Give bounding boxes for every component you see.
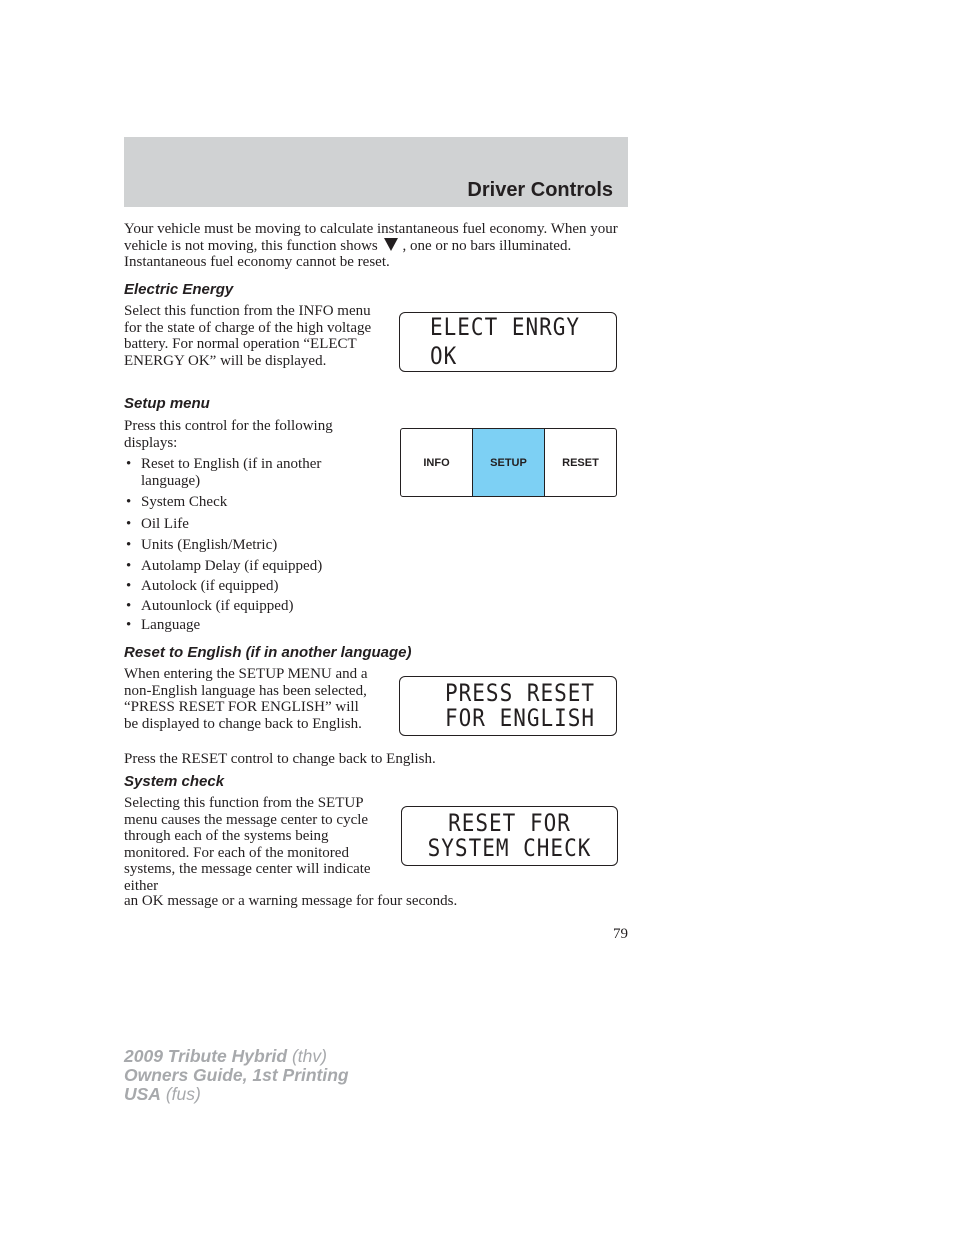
footer-model-code: (thv) [287, 1046, 327, 1066]
press-reset-display [399, 676, 617, 736]
list-item: • Autolamp Delay (if equipped) [124, 558, 374, 575]
setup-button[interactable]: SETUP [472, 429, 544, 496]
system-check-text-cont: an OK message or a warning message for four seconds. [124, 893, 458, 909]
reset-english-text: When entering the SETUP MENU and a non-English language has been selected, “PRESS RESET FOR ENGLISH” will be displayed to change back to English. [124, 666, 368, 732]
intro-paragraph [124, 221, 630, 271]
footer-model: 2009 Tribute Hybrid [124, 1046, 288, 1066]
display-line: FOR ENGLISH [445, 704, 596, 732]
electric-energy-heading: Electric Energy [124, 281, 234, 298]
display-line: PRESS RESET [445, 679, 596, 707]
reset-button[interactable]: RESET [544, 429, 616, 496]
info-button[interactable]: INFO [423, 456, 450, 469]
setup-menu-list [124, 456, 374, 634]
intro-text-before: Your vehicle must be moving to calculate instantaneous fuel economy. When your vehicle is not moving, this function shows [124, 221, 618, 254]
list-item: • Language [124, 617, 374, 634]
list-item: • Autolock (if equipped) [124, 578, 374, 595]
footer-guide: Owners Guide, 1st Printing [124, 1065, 349, 1085]
system-check-text: Selecting this function from the SETUP menu causes the message center to cycle through each of the systems being monitored. For each of the monitored systems, the message center will indicate either [124, 795, 371, 894]
elect-energy-display [399, 312, 617, 372]
footer-line [124, 1085, 349, 1104]
reset-english-heading: Reset to English (if in another language) [124, 644, 412, 661]
footer-market-code: (fus) [160, 1084, 201, 1104]
list-item: • Reset to English (if in another language) [124, 456, 374, 489]
display-line: ELECT ENRGY OK [430, 313, 581, 370]
setup-menu-text: Press this control for the following displays: [124, 418, 333, 451]
reset-english-note: Press the RESET control to change back to English. [124, 751, 436, 767]
footer [124, 1047, 349, 1104]
list-item: • Autounlock (if equipped) [124, 598, 374, 615]
footer-market: USA [124, 1084, 161, 1104]
list-item: • System Check [124, 494, 374, 511]
down-triangle-icon [384, 238, 398, 251]
intro-text-after: , one or no bars illuminated. Instantaneous fuel economy cannot be reset. [124, 237, 572, 270]
footer-line [124, 1047, 349, 1066]
footer-line [124, 1066, 349, 1085]
system-check-display [401, 806, 618, 866]
display-line: SYSTEM CHECK [427, 834, 592, 862]
list-item: • Units (English/Metric) [124, 537, 374, 554]
system-check-heading: System check [124, 773, 225, 790]
display-line: RESET FOR [448, 809, 571, 837]
section-title: Driver Controls [467, 179, 613, 201]
setup-menu-heading: Setup menu [124, 395, 210, 412]
page-number: 79 [613, 926, 628, 942]
electric-energy-text: Select this function from the INFO menu for the state of charge of the high voltage battery. For normal operation “ELECT ENERGY OK” will be displayed. [124, 303, 372, 369]
list-item: • Oil Life [124, 516, 374, 533]
control-button-panel [400, 428, 617, 497]
header-band [124, 137, 628, 207]
